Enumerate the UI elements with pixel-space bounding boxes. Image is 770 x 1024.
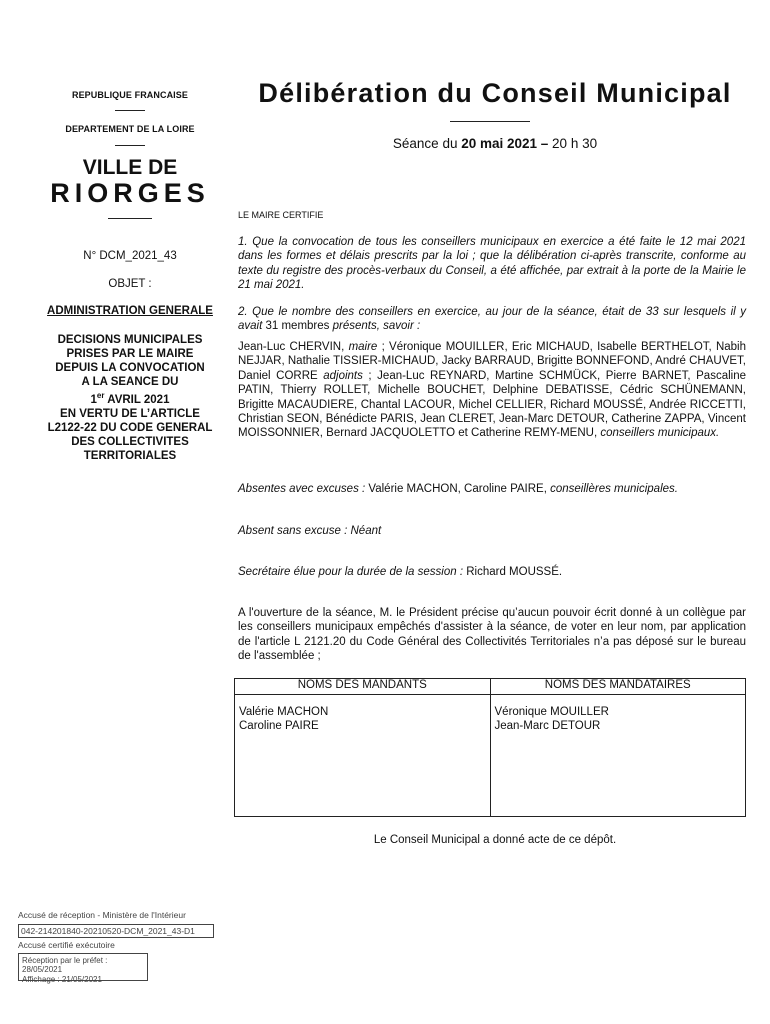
objet-line: L2122-22 DU CODE GENERAL — [47, 421, 213, 434]
mandataire-name: Véronique MOUILLER — [494, 706, 609, 718]
objet-line: DEPUIS LA CONVOCATION — [55, 362, 205, 374]
secretaire — [238, 565, 746, 579]
page-title: Délibération du Conseil Municipal — [258, 78, 732, 108]
objet-line: DECISIONS MUNICIPALES — [57, 334, 203, 346]
presents-role: maire — [348, 341, 378, 353]
deliberation-number: N° DCM_2021_43 — [83, 250, 177, 262]
accuse-reception: Accusé de réception - Ministère de l'Intérieur — [18, 910, 186, 920]
objet-description — [34, 333, 226, 463]
presents-role: conseillers municipaux. — [600, 427, 720, 440]
nombre-end: présents, savoir : — [332, 320, 421, 333]
mandats-table — [234, 678, 746, 817]
accuse-certifie: Accusé certifié exécutoire — [18, 940, 115, 950]
divider — [115, 145, 145, 146]
paragraph-ouverture: A l'ouverture de la séance, M. le Président précise qu’aucun pouvoir écrit donné à un collègue par les conseillers municipaux empêchés d'assister à la séance, de voter en leur nom, par application de l'article L 2121.20 du Code Général des Collectivités Territoriales n’a pas déposé sur le bureau de l'assemblée ; — [238, 607, 746, 663]
departement: DEPARTEMENT DE LA LOIRE — [65, 124, 195, 134]
mandataires-cell — [490, 695, 746, 817]
mandant-name: Caroline PAIRE — [239, 720, 319, 732]
rubrique: ADMINISTRATION GENERALE — [47, 305, 213, 317]
absent-sans-excuse: Absent sans excuse : Néant — [238, 525, 382, 537]
objet-line: A LA SEANCE DU — [81, 376, 179, 388]
seance-prefix: Séance du — [392, 136, 462, 151]
absentes-suffix: conseillères municipales. — [550, 483, 678, 495]
nombre-membres: 31 membres — [262, 320, 333, 333]
secretaire-label: Secrétaire élue pour la durée de la session : — [238, 566, 467, 578]
absentes-label: Absentes avec excuses : — [238, 483, 369, 495]
paragraph-convocation: 1. Que la convocation de tous les conseillers municipaux en exercice a été faite le 12 mai 2021 dans les formes et délais prescrits par la loi ; que la délibération ci-après transcrite, conforme au texte du registre des procès-verbaux du Conseil, a été affichée, par extrait à la porte de la Mairie le 21 mai 2021. — [238, 236, 746, 292]
mandants-header: NOMS DES MANDANTS — [235, 679, 491, 695]
absentes-excuses — [238, 482, 746, 496]
presents-role: adjoints — [323, 369, 363, 382]
seance-date: 20 mai 2021 – — [461, 136, 549, 151]
absentes-names: Valérie MACHON, Caroline PAIRE, — [368, 483, 551, 495]
mandataires-header: NOMS DES MANDATAIRES — [490, 679, 746, 695]
paragraph-nombre — [238, 305, 746, 334]
reference-box: 042-214201840-20210520-DCM_2021_43-D1 — [18, 924, 214, 938]
stamp-dates-box — [18, 953, 148, 984]
divider — [115, 110, 145, 111]
objet-line: EN VERTU DE L’ARTICLE — [60, 407, 200, 420]
nombre-text: 2. Que le nombre des conseillers en exercice, au jour de la séance, était de 33 sur lesquels il y avait — [238, 306, 746, 333]
republique-francaise: REPUBLIQUE FRANCAISE — [71, 90, 188, 100]
reception-date: Réception par le préfet : 28/05/2021 — [22, 956, 108, 974]
riorges: RIORGES — [50, 178, 210, 208]
divider — [450, 121, 530, 122]
objet-line: PRISES PAR LE MAIRE — [66, 348, 194, 360]
divider — [108, 218, 152, 219]
secretaire-name: Richard MOUSSÉ. — [466, 566, 563, 578]
objet-line: TERRITORIALES — [83, 449, 177, 462]
maire-certifie: LE MAIRE CERTIFIE — [238, 210, 324, 220]
seance-line — [236, 136, 754, 151]
mandataire-name: Jean-Marc DETOUR — [494, 720, 601, 732]
objet-line: 1er AVRIL 2021 — [90, 391, 170, 406]
ville-de: VILLE DE — [82, 156, 178, 179]
conclusion: Le Conseil Municipal a donné acte de ce dépôt. — [373, 834, 617, 846]
presents-text: ; Véronique MOUILLER, Eric MICHAUD, Isabelle BERTHELOT, Nabih NEJJAR, Nathalie TISSIER-MICHAUD, Jacky BARRAUD, Brigitte BONNEFOND, André CHAUVET, Daniel CORRE — [238, 341, 746, 382]
presents-text: Jean-Luc CHERVIN, — [238, 341, 349, 353]
objet-label: OBJET : — [108, 278, 152, 290]
presents-text: ; Jean-Luc REYNARD, Martine SCHMÜCK, Pierre BARNET, Pascaline PATIN, Thierry ROLLET, Michelle BOUCHET, Delphine DEBATISSE, Cédric SCHÜNEMANN, Brigitte MACAUDIERE, Chantal LACOUR, Michel CELLIER, Richard MOUSSÉ, Andrée RICCETTI, Christian SEON, Bénédicte PARIS, Jean CLERET, Jean-Marc DETOUR, Catherine ZAPPA, Vincent MOISSONNIER, Bernard JACQUOLETTO et Catherine REMY-MENU, — [238, 369, 746, 440]
objet-line: DES COLLECTIVITES — [71, 435, 189, 448]
mandant-name: Valérie MACHON — [239, 706, 329, 718]
seance-time: 20 h 30 — [548, 136, 598, 151]
mandants-cell — [235, 695, 491, 817]
affichage-date: Affichage : 21/05/2021 — [22, 975, 102, 984]
presents-list — [238, 340, 746, 441]
